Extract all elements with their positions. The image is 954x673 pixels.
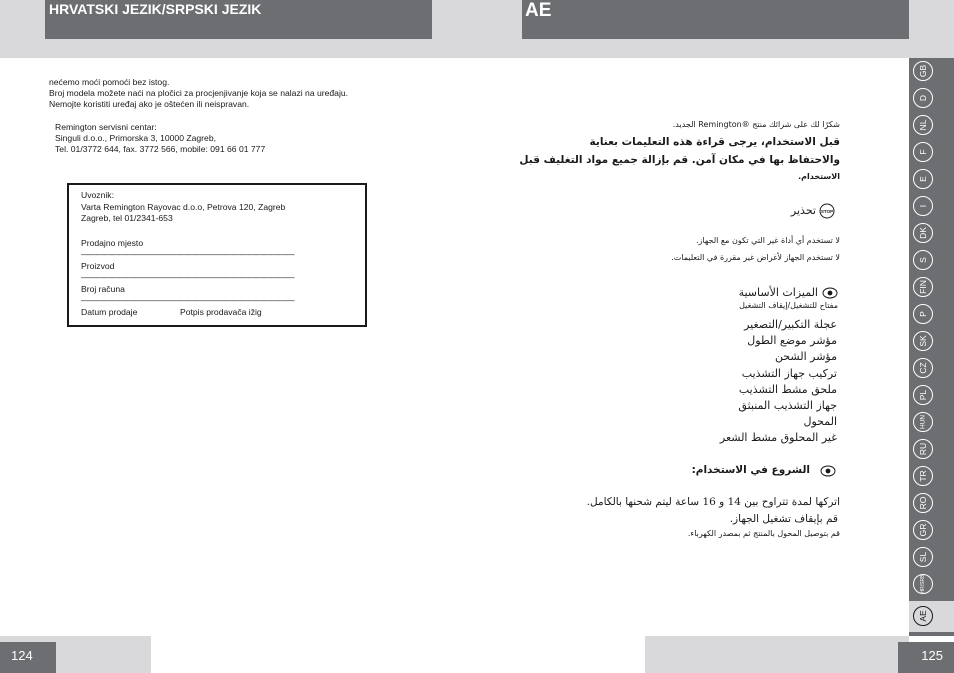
features-subtitle: مفتاح للتشغيل/إيقاف التشغيل <box>739 301 838 310</box>
field-line: ———————————————————————————— <box>81 295 294 305</box>
feature-item: مؤشر الشحن <box>774 350 837 364</box>
lang-tab-dk[interactable]: DK <box>913 223 933 243</box>
service-line: Tel. 01/3772 644, fax. 3772 566, mobile: 091 66 01 777 <box>55 144 266 154</box>
page-number-left: 124 <box>0 642 56 673</box>
intro-line: nećemo moći pomoći bez istog. <box>49 77 170 87</box>
page-number-right: 125 <box>898 642 954 673</box>
lang-tab-fin[interactable]: FIN <box>913 277 933 297</box>
read-instructions-line: قبل الاستخدام، يرجى قراءة هذه التعليمات بعناية <box>589 136 840 148</box>
field-line: ———————————————————————————— <box>81 272 294 282</box>
features-list <box>720 317 837 447</box>
importer-box <box>67 183 367 327</box>
lang-tab-nl[interactable]: NL <box>913 115 933 135</box>
date-signature-row <box>81 307 365 319</box>
signature-label: Potpis prodavača ižig <box>180 306 262 317</box>
lang-tab-d[interactable]: D <box>913 88 933 108</box>
service-line: Singuli d.o.o., Primorska 3, 10000 Zagreb, <box>55 133 216 143</box>
feature-item: مؤشر موضع الطول <box>747 334 837 348</box>
feature-item: غير المحلوق مشط الشعر <box>719 431 837 445</box>
service-center <box>55 122 265 155</box>
intro-line: Broj modela možete naći na pločici za procjenjivanje koja se nalazi na uređaju. <box>49 88 349 98</box>
intro-line: Nemojte koristiti uređaj ako je oštećen ili neispravan. <box>49 99 250 109</box>
field-label-sales-place: Prodajno mjesto <box>81 237 144 248</box>
lang-tab-sl[interactable]: SL <box>913 547 933 567</box>
start-line: اتركها لمدة تتراوح بين 14 و 16 ساعة ليتم شحنها بالكامل. <box>586 496 840 508</box>
start-line: قم بإيقاف تشغيل الجهاز. <box>729 513 838 525</box>
feature-item: جهاز التشذيب المنبثق <box>738 399 837 413</box>
importer-line: Varta Remington Rayovac d.o.o, Petrova 120, Zagreb <box>81 201 286 212</box>
start-line: قم بتوصيل المحول بالمنتج ثم بمصدر الكهرباء. <box>687 529 840 538</box>
field-label-product: Proizvod <box>81 260 115 271</box>
lang-tab-hun[interactable]: HUN <box>913 412 933 432</box>
caution-line: لا تستخدم الجهاز لأغراض غير مقررة في التعليمات. <box>671 253 840 262</box>
features-title: الميزات الأساسية <box>738 286 818 299</box>
read-instructions-line: الاستخدام. <box>798 172 840 181</box>
lang-tab-tr[interactable]: TR <box>913 466 933 486</box>
lang-tab-hr-srb[interactable]: HR/SRB <box>913 574 933 594</box>
feature-item: المحول <box>803 415 837 429</box>
bottom-band-right <box>645 636 909 673</box>
left-page-header: HRVATSKI JEZIK/SRPSKI JEZIK <box>45 0 432 39</box>
caution-title: تحذير <box>790 204 816 217</box>
caution-line: لا تستخدم أي أداة غير التي تكون مع الجهاز. <box>696 236 840 245</box>
lang-tab-e[interactable]: E <box>913 169 933 189</box>
lang-tab-cz[interactable]: CZ <box>913 358 933 378</box>
lang-tab-f[interactable]: F <box>913 142 933 162</box>
lang-tab-s[interactable]: S <box>913 250 933 270</box>
lang-tab-ae[interactable]: AE <box>913 606 933 626</box>
right-page-header: AE <box>522 0 909 39</box>
importer-line: Zagreb, tel 01/2341-653 <box>81 213 173 223</box>
lang-tab-ru[interactable]: RU <box>913 439 933 459</box>
thanks-text: شكرًا لك على شرائك منتج ®Remington الجديد. <box>672 120 840 129</box>
feature-item: تركيب جهاز التشذيب <box>741 366 837 380</box>
field-label-invoice: Broj računa <box>81 283 125 294</box>
stop-icon <box>819 203 835 219</box>
intro-text <box>49 77 348 110</box>
stop-icon-label: STOP <box>820 209 834 214</box>
lang-tab-gb[interactable]: GB <box>913 61 933 81</box>
eye-icon <box>820 465 836 477</box>
lang-tab-gr[interactable]: GR <box>913 520 933 540</box>
lang-tab-p[interactable]: P <box>913 304 933 324</box>
feature-item: عجلة التكبير/التصغير <box>744 318 837 331</box>
lang-tab-i[interactable]: I <box>913 196 933 216</box>
lang-tab-sk[interactable]: SK <box>913 331 933 351</box>
read-instructions-line: والاحتفاظ بها في مكان آمن. قم بإزالة جميع مواد التغليف قبل <box>519 154 840 166</box>
feature-item: ملحق مشط التشذيب <box>738 382 837 396</box>
date-label: Datum prodaje <box>81 306 138 317</box>
lang-tab-pl[interactable]: PL <box>913 385 933 405</box>
service-line: Remington servisni centar: <box>55 122 157 132</box>
eye-icon <box>822 287 838 299</box>
field-line: ———————————————————————————— <box>81 249 294 259</box>
start-title: الشروع في الاستخدام: <box>691 464 810 476</box>
importer-line: Uvoznik: <box>81 190 114 200</box>
lang-tab-ro[interactable]: RO <box>913 493 933 513</box>
